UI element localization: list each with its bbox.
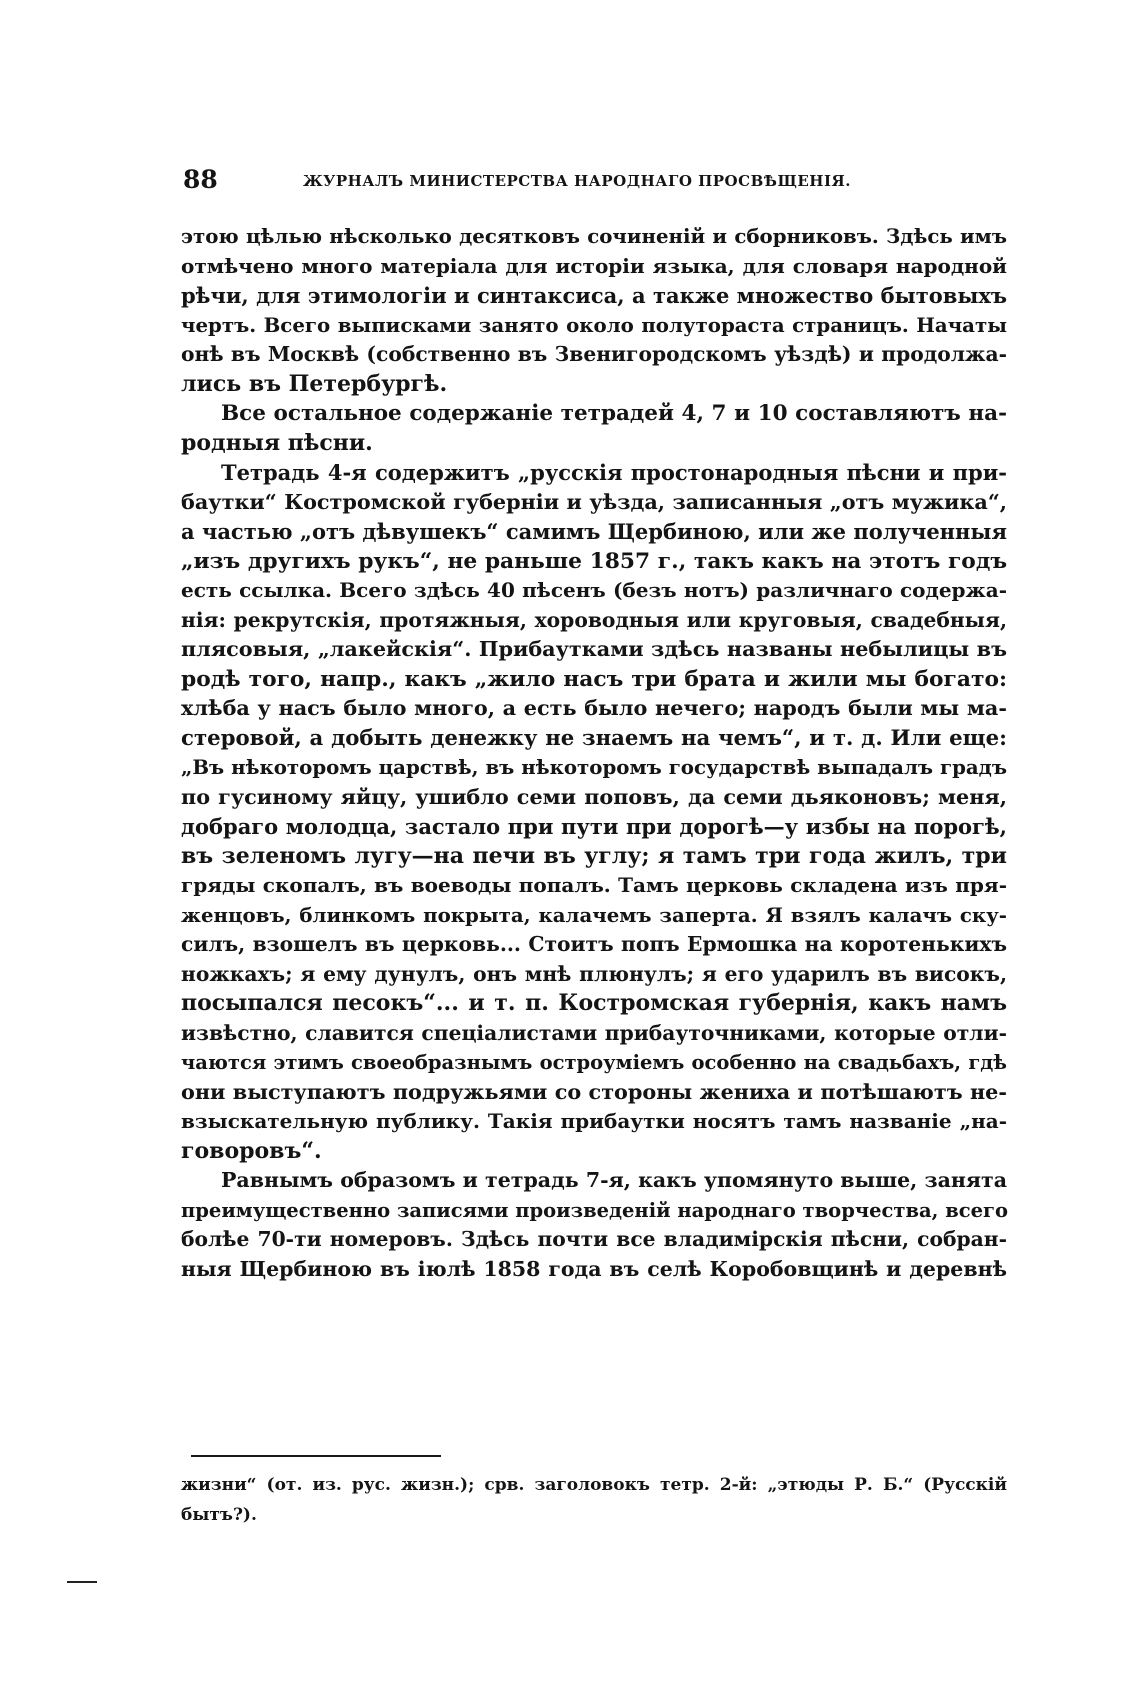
body-line: гряды скопалъ, въ воеводы попалъ. Тамъ церковь складена изъ пря- <box>181 873 1007 897</box>
footnote <box>181 1472 1007 1531</box>
body-line: отмѣчено много матеріала для исторіи языка, для словаря народной <box>181 253 1007 278</box>
footnote-divider <box>191 1455 441 1457</box>
body-line: нія: рекрутскія, протяжныя, хороводныя или круговыя, свадебныя, <box>181 607 1007 632</box>
body-line: баутки“ Костромской губерніи и уѣзда, записанныя „отъ мужика“, <box>181 489 1007 514</box>
body-line: ножкахъ; я ему дунулъ, онъ мнѣ плюнулъ; я его ударилъ въ високъ, <box>181 961 1007 986</box>
footnote-line: бытъ?). <box>181 1504 257 1525</box>
body-line: силъ, взошелъ въ церковь... Стоитъ попъ Ермошка на коротенькихъ <box>181 932 1007 956</box>
body-line: плясовыя, „лакейскія“. Прибаутками здѣсь названы небылицы въ <box>181 637 1007 661</box>
body-line: по гусиному яйцу, ушибло семи поповъ, да семи дьяконовъ; меня, <box>181 784 1007 809</box>
footnote-line: жизни“ (от. из. рус. жизн.); срв. заголовокъ тетр. 2-й: „этюды Р. Б.“ (Русскій <box>181 1475 1007 1495</box>
body-line: стеровой, а добыть денежку не знаемъ на чемъ“, и т. д. Или еще: <box>181 725 1007 751</box>
running-head: ЖУРНАЛЪ МИНИСТЕРСТВА НАРОДНАГО ПРОСВѢЩЕНІЯ. <box>303 172 851 190</box>
body-line: „изъ другихъ рукъ“, не раньше 1857 г., такъ какъ на этотъ годъ <box>181 548 1007 574</box>
body-line: извѣстно, славится спеціалистами прибауточниками, которые отли- <box>181 1020 1007 1045</box>
body-line: есть ссылка. Всего здѣсь 40 пѣсенъ (безъ нотъ) различнаго содержа- <box>181 578 1007 602</box>
body-line: онѣ въ Москвѣ (собственно въ Звенигородскомъ уѣздѣ) и продолжа- <box>181 342 1007 366</box>
body-line: добраго молодца, застало при пути при дорогѣ—у избы на порогѣ, <box>181 814 1007 839</box>
body-line: чертъ. Всего выписками занято около полутораста страницъ. Начаты <box>181 312 1007 337</box>
body-line: хлѣба у насъ было много, а есть было нечего; народъ были мы ма- <box>181 696 1007 720</box>
body-line: родныя пѣсни. <box>181 429 373 456</box>
body-line: рѣчи, для этимологіи и синтаксиса, а также множество бытовыхъ <box>181 283 1007 308</box>
body-line: взыскательную публику. Такія прибаутки носятъ тамъ названіе „на- <box>181 1109 1007 1133</box>
body-line: говоровъ“. <box>181 1137 322 1164</box>
body-line: въ зеленомъ лугу—на печи въ углу; я тамъ три года жилъ, три <box>181 842 1007 869</box>
body-line: этою цѣлью нѣсколько десятковъ сочиненій и сборниковъ. Здѣсь имъ <box>181 224 1007 248</box>
margin-mark <box>67 1581 97 1583</box>
body-line: а частью „отъ дѣвушекъ“ самимъ Щербиною, или же полученныя <box>181 519 1007 544</box>
page-header <box>183 165 1005 205</box>
body-line: преимущественно записями произведеній народнаго творчества, всего <box>181 1198 1009 1222</box>
body-line: Все остальное содержаніе тетрадей 4, 7 и 10 составляютъ на- <box>221 401 1007 426</box>
body-line: женцовъ, блинкомъ покрыта, калачемъ заперта. Я взялъ калачъ ску- <box>181 902 1007 927</box>
body-line: лись въ Петербургѣ. <box>181 370 448 397</box>
body-line: они выступаютъ подружьями со стороны жениха и потѣшаютъ не- <box>181 1079 1007 1104</box>
body-line: „Въ нѣкоторомъ царствѣ, въ нѣкоторомъ государствѣ выпадалъ градъ <box>181 755 1007 779</box>
body-line: Равнымъ образомъ и тетрадь 7-я, какъ упомянуто выше, занята <box>221 1168 1007 1192</box>
body-line: посыпался песокъ“... и т. п. Костромская губернія, какъ намъ <box>181 990 1007 1016</box>
page-number: 88 <box>183 165 218 194</box>
body-line: Тетрадь 4-я содержитъ „русскія простонародныя пѣсни и при- <box>221 460 1007 485</box>
body-line: родѣ того, напр., какъ „жило насъ три брата и жили мы богато: <box>181 666 1007 692</box>
body-line: ныя Щербиною въ іюлѣ 1858 года въ селѣ Коробовщинѣ и деревнѣ <box>181 1256 1007 1281</box>
body-text <box>181 222 1007 1284</box>
body-line: чаются этимъ своеобразнымъ остроуміемъ особенно на свадьбахъ, гдѣ <box>181 1051 1007 1074</box>
body-line: болѣе 70-ти номеровъ. Здѣсь почти все владимірскія пѣсни, собран- <box>181 1227 1007 1251</box>
